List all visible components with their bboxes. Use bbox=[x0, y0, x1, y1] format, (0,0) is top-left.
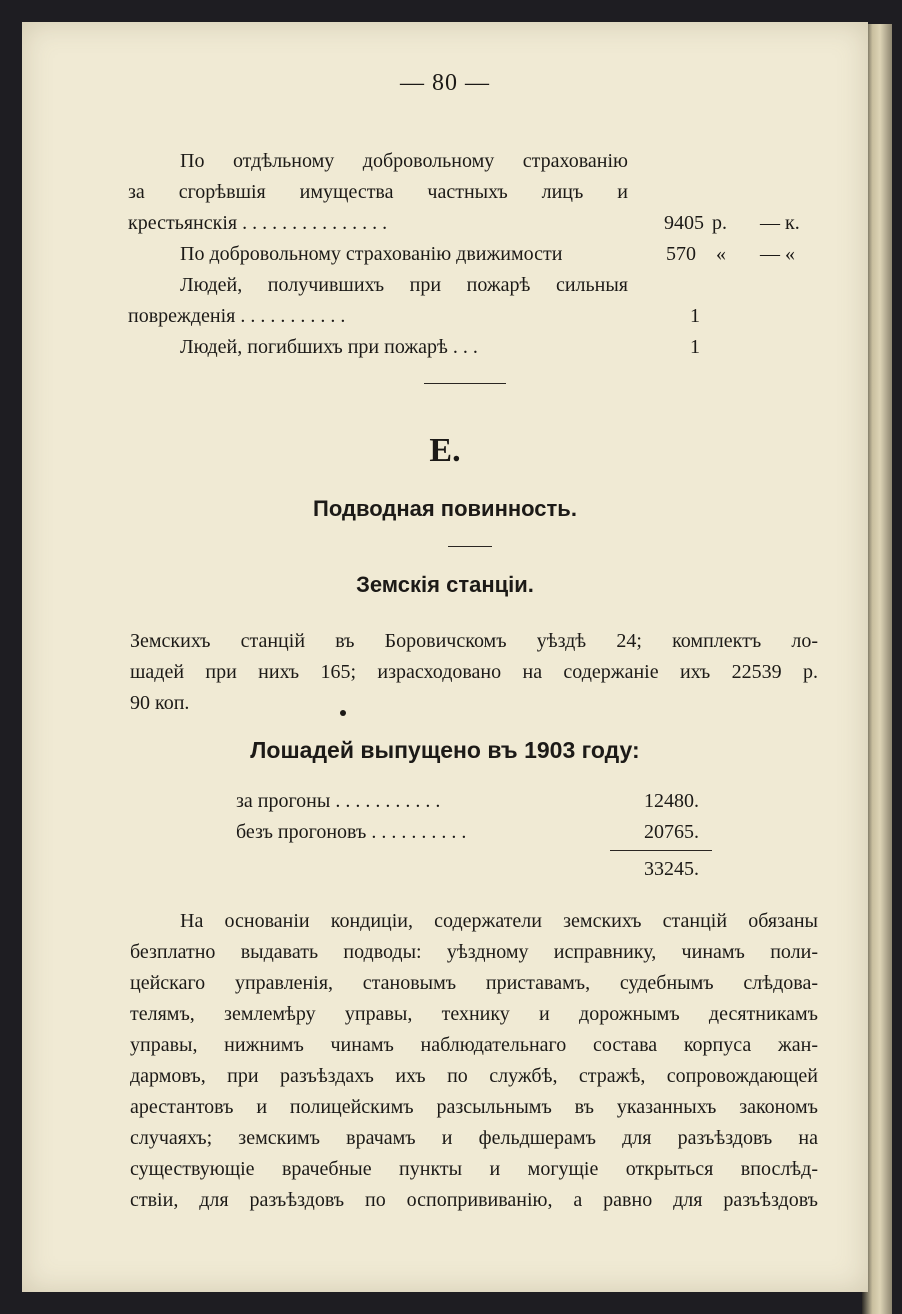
sum-rule bbox=[610, 850, 712, 851]
subsection-title: Земскія станціи. bbox=[356, 572, 534, 597]
fire-stat-line: крестьянскія . . . . . . . . . . . . . . . bbox=[128, 212, 388, 234]
paragraph-line: арестантовъ и полицейскимъ разсыльнымъ въ указанныхъ закономъ bbox=[130, 1096, 818, 1118]
fire-stat-unit: — к. bbox=[760, 212, 800, 234]
paragraph-line: телямъ, землемѣру управы, технику и дорожнымъ десятникамъ bbox=[130, 1003, 818, 1025]
horses-row-label: за прогоны . . . . . . . . . . . bbox=[236, 790, 441, 812]
fire-stat-amount: 9405 bbox=[664, 212, 704, 234]
section-title: Подводная повинность. bbox=[313, 496, 577, 521]
paragraph-line: управы, нижнимъ чинамъ наблюдательнаго состава корпуса жан- bbox=[130, 1034, 818, 1056]
fire-stat-line: По отдѣльному добровольному страхованію bbox=[180, 150, 628, 172]
fire-stat-unit: р. bbox=[712, 212, 727, 234]
fire-stat-line: Людей, получившихъ при пожарѣ сильныя bbox=[180, 274, 628, 296]
paragraph-line: Земскихъ станцій въ Боровичскомъ уѣздѣ 24; комплектъ ло- bbox=[130, 630, 818, 652]
section-letter: Е. bbox=[429, 432, 461, 469]
horses-row-label: безъ прогоновъ . . . . . . . . . . bbox=[236, 821, 467, 843]
fire-stat-line: поврежденія . . . . . . . . . . . bbox=[128, 305, 346, 327]
paragraph-line: безплатно выдавать подводы: уѣздному исправнику, чинамъ поли- bbox=[130, 941, 818, 963]
fire-stat-unit: « bbox=[716, 243, 726, 265]
ink-dot bbox=[340, 710, 346, 716]
section-divider bbox=[448, 546, 492, 547]
fire-stat-line: за сгорѣвшія имущества частныхъ лицъ и bbox=[128, 181, 628, 203]
fire-stat-line: По добровольному страхованію движимости bbox=[180, 243, 563, 265]
horses-row-value: 20765. bbox=[644, 821, 699, 843]
fire-stat-line: Людей, погибшихъ при пожарѣ . . . bbox=[180, 336, 478, 358]
paragraph-line: ствіи, для разъѣздовъ по оспопрививанію, а равно для разъѣздовъ bbox=[130, 1189, 818, 1211]
paragraph-line: 90 коп. bbox=[130, 692, 190, 714]
section-divider bbox=[424, 383, 506, 384]
paragraph-line: цейскаго управленія, становымъ приставамъ, судебнымъ слѣдова- bbox=[130, 972, 818, 994]
paragraph-line: случаяхъ; земскимъ врачамъ и фельдшерамъ для разъѣздовъ на bbox=[130, 1127, 818, 1149]
horses-row-value: 12480. bbox=[644, 790, 699, 812]
paragraph-line: существующіе врачебные пункты и могущіе открыться впослѣд- bbox=[130, 1158, 818, 1180]
fire-stat-unit: — « bbox=[760, 243, 795, 265]
horses-title: Лошадей выпущено въ 1903 году: bbox=[250, 737, 640, 763]
book-page bbox=[22, 22, 868, 1292]
paragraph-line: На основаніи кондиціи, содержатели земскихъ станцій обязаны bbox=[180, 910, 818, 932]
paragraph-line: шадей при нихъ 165; израсходовано на содержаніе ихъ 22539 р. bbox=[130, 661, 818, 683]
horses-total: 33245. bbox=[644, 858, 699, 880]
fire-stat-amount: 1 bbox=[690, 336, 700, 358]
fire-stat-amount: 1 bbox=[690, 305, 700, 327]
page-number: — 80 — bbox=[400, 70, 490, 96]
fire-stat-amount: 570 bbox=[666, 243, 696, 265]
paragraph-line: дармовъ, при разъѣздахъ ихъ по службѣ, стражѣ, сопровождающей bbox=[130, 1065, 818, 1087]
